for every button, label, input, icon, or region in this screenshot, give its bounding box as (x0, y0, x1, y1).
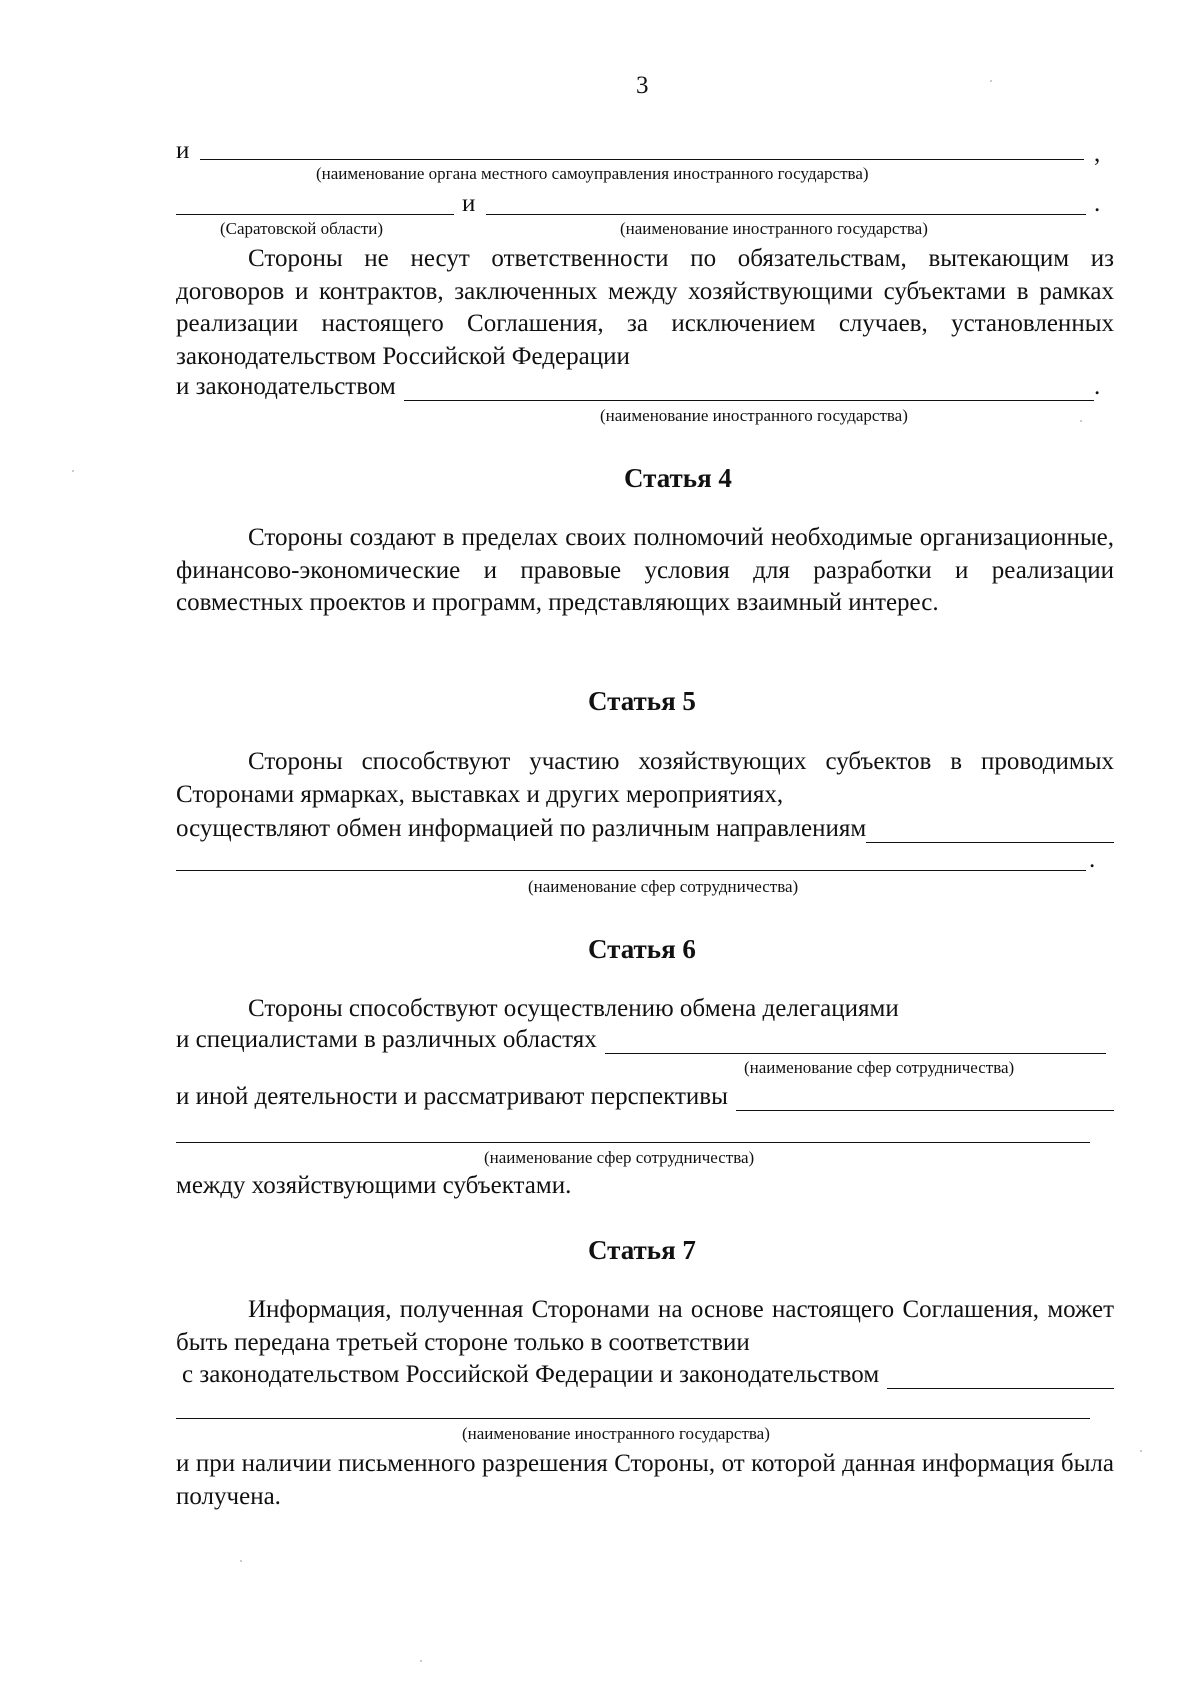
scan-speck (1080, 420, 1082, 422)
scan-speck (240, 1560, 242, 1562)
blank-line-local-body (200, 159, 1084, 160)
blank-line-article-7-b (176, 1418, 1090, 1419)
caption-article-6-b: (наименование сфер сотрудничества) (484, 1148, 755, 1167)
conjunction-and-2: и (462, 190, 476, 217)
article-6-line-2-text: и специалистами в различных областях (176, 1026, 597, 1053)
caption-local-body: (наименование органа местного самоуправления иностранного государства) (316, 164, 869, 183)
period-article-5: . (1089, 846, 1096, 873)
period-2: . (1094, 373, 1101, 400)
caption-article-5: (наименование сфер сотрудничества) (528, 877, 799, 896)
blank-line-article-6-b (736, 1088, 1114, 1111)
article-6-heading: Статья 6 (588, 934, 696, 964)
caption-saratov: (Саратовской области) (220, 219, 384, 238)
article-6-line-3-text: и иной деятельности и рассматривают перспективы (176, 1083, 728, 1110)
article-5-text: Стороны способствуют участию хозяйствующих субъектов в проводимых Сторонами ярмарках, выставках и других мероприятиях, (176, 748, 1114, 808)
blank-line-saratov (176, 214, 454, 215)
article-5-heading: Статья 5 (588, 686, 696, 716)
scan-speck (1140, 1450, 1142, 1452)
article-7-tail: и при наличии письменного разрешения Стороны, от которой данная информация была получена. (176, 1450, 1114, 1510)
article-7-line-3 (182, 1361, 1114, 1389)
blank-line-article-6-a (605, 1031, 1106, 1054)
blank-line-foreign-state-2 (404, 378, 1094, 401)
article-7-text: Информация, полученная Сторонами на основе настоящего Соглашения, может быть передана третьей стороне только в соответствии (176, 1296, 1114, 1356)
blank-line-foreign-state (486, 214, 1086, 215)
blank-line-article-7-a (887, 1366, 1114, 1389)
caption-article-6-a: (наименование сфер сотрудничества) (744, 1058, 1015, 1077)
article-7-heading: Статья 7 (588, 1235, 696, 1265)
article-5-last-text: осуществляют обмен информацией по различным направлениям (176, 815, 867, 842)
article-6-line-3 (176, 1083, 1114, 1111)
caption-article-7: (наименование иностранного государства) (462, 1424, 770, 1443)
article-7-line-3-text: с законодательством Российской Федерации и законодательством (182, 1361, 880, 1388)
period: . (1094, 190, 1101, 217)
article-5-last-line (176, 815, 1114, 843)
scan-speck (420, 1660, 422, 1662)
blank-line-article-5-a (866, 820, 1114, 843)
conjunction-and: и (176, 137, 190, 164)
article-6-line-4: между хозяйствующими субъектами. (176, 1172, 572, 1199)
blank-line-article-5-b (176, 870, 1086, 871)
article-6-line-2 (176, 1026, 1106, 1054)
page-number: 3 (636, 72, 649, 99)
comma: , (1094, 140, 1101, 167)
scan-speck (72, 470, 74, 472)
paragraph-responsibility: Стороны не несут ответственности по обязательствам, вытекающим из договоров и контрактов, заключенных между хозяйствующими субъектами в рамках реализации настоящего Соглашения, за исключением случаев, установленных законодательством Российской Федерации (176, 245, 1114, 370)
article-6-text: Стороны способствуют осуществлению обмена делегациями (248, 995, 899, 1022)
scan-speck (990, 80, 992, 82)
responsibility-tail-line (176, 373, 1094, 401)
article-4-text: Стороны создают в пределах своих полномочий необходимые организационные, финансово-экономические и правовые условия для разработки и реализации совместных проектов и программ, представляющих взаимный интерес. (176, 524, 1114, 616)
caption-foreign-state: (наименование иностранного государства) (620, 219, 928, 238)
responsibility-tail-text: и законодательством (176, 373, 396, 400)
caption-foreign-state-2: (наименование иностранного государства) (600, 406, 908, 425)
article-4-heading: Статья 4 (624, 463, 732, 493)
blank-line-article-6-c (176, 1142, 1090, 1143)
